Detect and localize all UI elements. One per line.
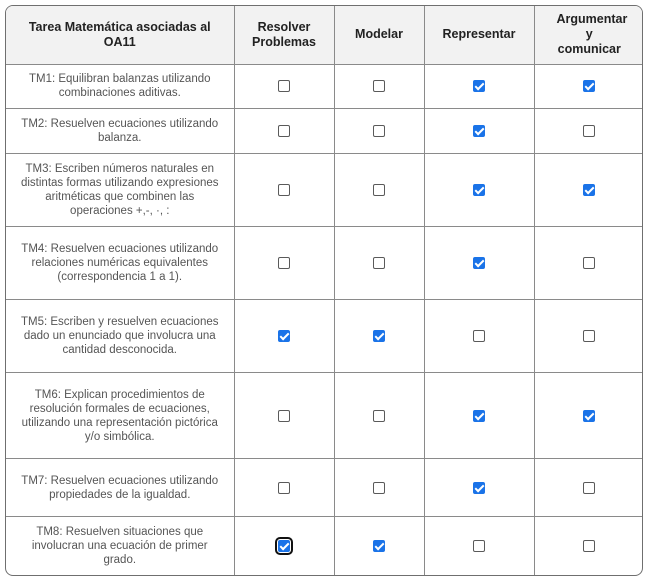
header-task: Tarea Matemática asociadas al OA11	[6, 6, 234, 64]
cell-representar	[424, 153, 534, 226]
task-description: TM2: Resuelven ecuaciones utilizando balanza.	[6, 108, 234, 153]
cell-modelar	[334, 64, 424, 108]
checkbox-modelar[interactable]	[373, 125, 385, 137]
checkbox-representar[interactable]	[473, 410, 485, 422]
checkbox-argumentar[interactable]	[583, 184, 595, 196]
cell-modelar	[334, 459, 424, 517]
table-row	[6, 517, 643, 575]
header-argumentar: Argumentar y comunicar	[534, 6, 643, 64]
checkbox-argumentar[interactable]	[583, 257, 595, 269]
cell-representar	[424, 373, 534, 459]
header-row	[6, 6, 643, 64]
checkbox-representar[interactable]	[473, 482, 485, 494]
checkbox-argumentar[interactable]	[583, 330, 595, 342]
table-row	[6, 373, 643, 459]
checkbox-argumentar[interactable]	[583, 482, 595, 494]
cell-representar	[424, 459, 534, 517]
cell-argumentar	[534, 153, 643, 226]
cell-argumentar	[534, 459, 643, 517]
task-description: TM4: Resuelven ecuaciones utilizando relaciones numéricas equivalentes (correspondencia 1 a 1).	[6, 226, 234, 299]
checkbox-resolver-problemas[interactable]	[278, 540, 290, 552]
checkbox-argumentar[interactable]	[583, 125, 595, 137]
task-description: TM3: Escriben números naturales en distintas formas utilizando expresiones aritméticas que combinen las operaciones +,-, ·, :	[6, 153, 234, 226]
cell-resolver-problemas	[234, 299, 334, 372]
cell-resolver-problemas	[234, 226, 334, 299]
cell-argumentar	[534, 373, 643, 459]
cell-argumentar	[534, 299, 643, 372]
checkbox-modelar[interactable]	[373, 482, 385, 494]
checkbox-resolver-problemas[interactable]	[278, 80, 290, 92]
competencies-table	[6, 6, 643, 575]
cell-modelar	[334, 517, 424, 575]
task-description: TM6: Explican procedimientos de resolución formales de ecuaciones, utilizando una representación pictórica y/o simbólica.	[6, 373, 234, 459]
cell-representar	[424, 299, 534, 372]
checkbox-resolver-problemas[interactable]	[278, 330, 290, 342]
checkbox-representar[interactable]	[473, 257, 485, 269]
checkbox-modelar[interactable]	[373, 330, 385, 342]
cell-argumentar	[534, 64, 643, 108]
cell-representar	[424, 108, 534, 153]
checkbox-modelar[interactable]	[373, 80, 385, 92]
cell-modelar	[334, 108, 424, 153]
table-row	[6, 108, 643, 153]
checkbox-argumentar[interactable]	[583, 80, 595, 92]
cell-representar	[424, 517, 534, 575]
checkbox-modelar[interactable]	[373, 540, 385, 552]
task-description: TM1: Equilibran balanzas utilizando combinaciones aditivas.	[6, 64, 234, 108]
task-description: TM8: Resuelven situaciones que involucran una ecuación de primer grado.	[6, 517, 234, 575]
checkbox-representar[interactable]	[473, 80, 485, 92]
checkbox-representar[interactable]	[473, 125, 485, 137]
checkbox-representar[interactable]	[473, 330, 485, 342]
cell-resolver-problemas	[234, 373, 334, 459]
table-row	[6, 299, 643, 372]
cell-modelar	[334, 299, 424, 372]
table-body	[6, 64, 643, 575]
competencies-table-container	[5, 5, 643, 576]
table-row	[6, 226, 643, 299]
checkbox-resolver-problemas[interactable]	[278, 482, 290, 494]
cell-argumentar	[534, 108, 643, 153]
header-modelar: Modelar	[334, 6, 424, 64]
header-representar: Representar	[424, 6, 534, 64]
cell-modelar	[334, 226, 424, 299]
cell-modelar	[334, 373, 424, 459]
cell-argumentar	[534, 226, 643, 299]
checkbox-argumentar[interactable]	[583, 410, 595, 422]
cell-resolver-problemas	[234, 64, 334, 108]
checkbox-modelar[interactable]	[373, 410, 385, 422]
checkbox-resolver-problemas[interactable]	[278, 257, 290, 269]
checkbox-argumentar[interactable]	[583, 540, 595, 552]
table-row	[6, 459, 643, 517]
checkbox-resolver-problemas[interactable]	[278, 125, 290, 137]
header-resolver-problemas: Resolver Problemas	[234, 6, 334, 64]
checkbox-representar[interactable]	[473, 540, 485, 552]
cell-representar	[424, 226, 534, 299]
checkbox-modelar[interactable]	[373, 184, 385, 196]
cell-resolver-problemas	[234, 108, 334, 153]
cell-modelar	[334, 153, 424, 226]
checkbox-representar[interactable]	[473, 184, 485, 196]
table-row	[6, 153, 643, 226]
checkbox-modelar[interactable]	[373, 257, 385, 269]
cell-resolver-problemas	[234, 517, 334, 575]
task-description: TM5: Escriben y resuelven ecuaciones dado un enunciado que involucra una cantidad desconocida.	[6, 299, 234, 372]
cell-resolver-problemas	[234, 459, 334, 517]
table-row	[6, 64, 643, 108]
checkbox-resolver-problemas[interactable]	[278, 184, 290, 196]
task-description: TM7: Resuelven ecuaciones utilizando propiedades de la igualdad.	[6, 459, 234, 517]
cell-representar	[424, 64, 534, 108]
cell-resolver-problemas	[234, 153, 334, 226]
cell-argumentar	[534, 517, 643, 575]
checkbox-resolver-problemas[interactable]	[278, 410, 290, 422]
